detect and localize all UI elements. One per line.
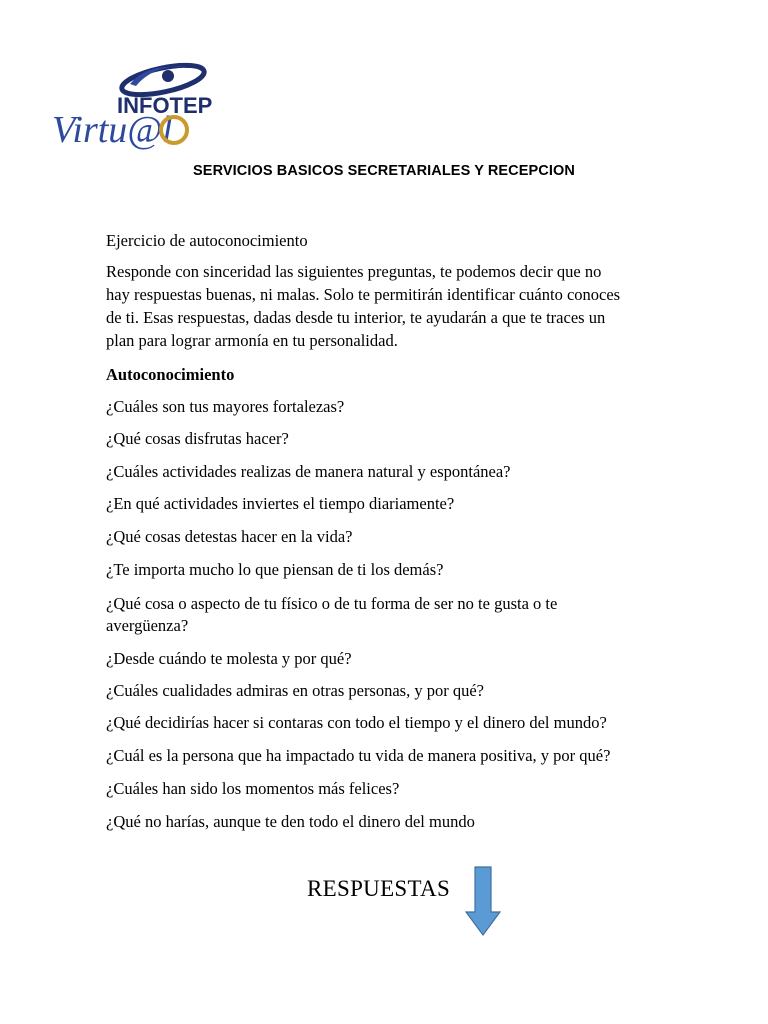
question-item: ¿Qué decidirías hacer si contaras con todo el tiempo y el dinero del mundo?	[106, 713, 607, 732]
intro-line: Responde con sinceridad las siguientes preguntas, te podemos decir que no	[106, 262, 602, 281]
question-item: ¿Qué cosa o aspecto de tu físico o de tu forma de ser no te gusta o te	[106, 594, 558, 613]
document-heading: SERVICIOS BASICOS SECRETARIALES Y RECEPCION	[193, 163, 575, 179]
question-item: ¿Cuáles actividades realizas de manera natural y espontánea?	[106, 462, 511, 481]
question-item: ¿Te importa mucho lo que piensan de ti los demás?	[106, 560, 444, 579]
question-item: ¿Qué cosas disfrutas hacer?	[106, 429, 289, 448]
section-title: Autoconocimiento	[106, 365, 235, 384]
intro-line: plan para lograr armonía en tu personalidad.	[106, 331, 398, 350]
logo-script-text: Virtu@l	[52, 109, 173, 151]
question-item-continued: avergüenza?	[106, 616, 189, 635]
question-item: ¿Cuáles han sido los momentos más felices?	[106, 779, 400, 798]
question-item: ¿Qué no harías, aunque te den todo el dinero del mundo	[106, 812, 475, 831]
infotep-virtual-logo	[48, 54, 218, 154]
intro-line: hay respuestas buenas, ni malas. Solo te permitirán identificar cuánto conoces	[106, 285, 621, 304]
question-item: ¿Cuáles cualidades admiras en otras personas, y por qué?	[106, 681, 484, 700]
logo-brand-text: INFOTEP	[117, 93, 213, 118]
intro-line: de ti. Esas respuestas, dadas desde tu interior, te ayudarán a que te traces un	[106, 308, 606, 327]
question-item: ¿Cuáles son tus mayores fortalezas?	[106, 397, 345, 416]
question-item: ¿Cuál es la persona que ha impactado tu vida de manera positiva, y por qué?	[106, 746, 611, 765]
question-item: ¿En qué actividades inviertes el tiempo diariamente?	[106, 494, 455, 513]
exercise-subtitle: Ejercicio de autoconocimiento	[106, 231, 308, 250]
arrow-down-icon	[465, 866, 501, 936]
answers-label: RESPUESTAS	[307, 876, 451, 901]
question-item: ¿Desde cuándo te molesta y por qué?	[106, 649, 352, 668]
question-item: ¿Qué cosas detestas hacer en la vida?	[106, 527, 353, 546]
